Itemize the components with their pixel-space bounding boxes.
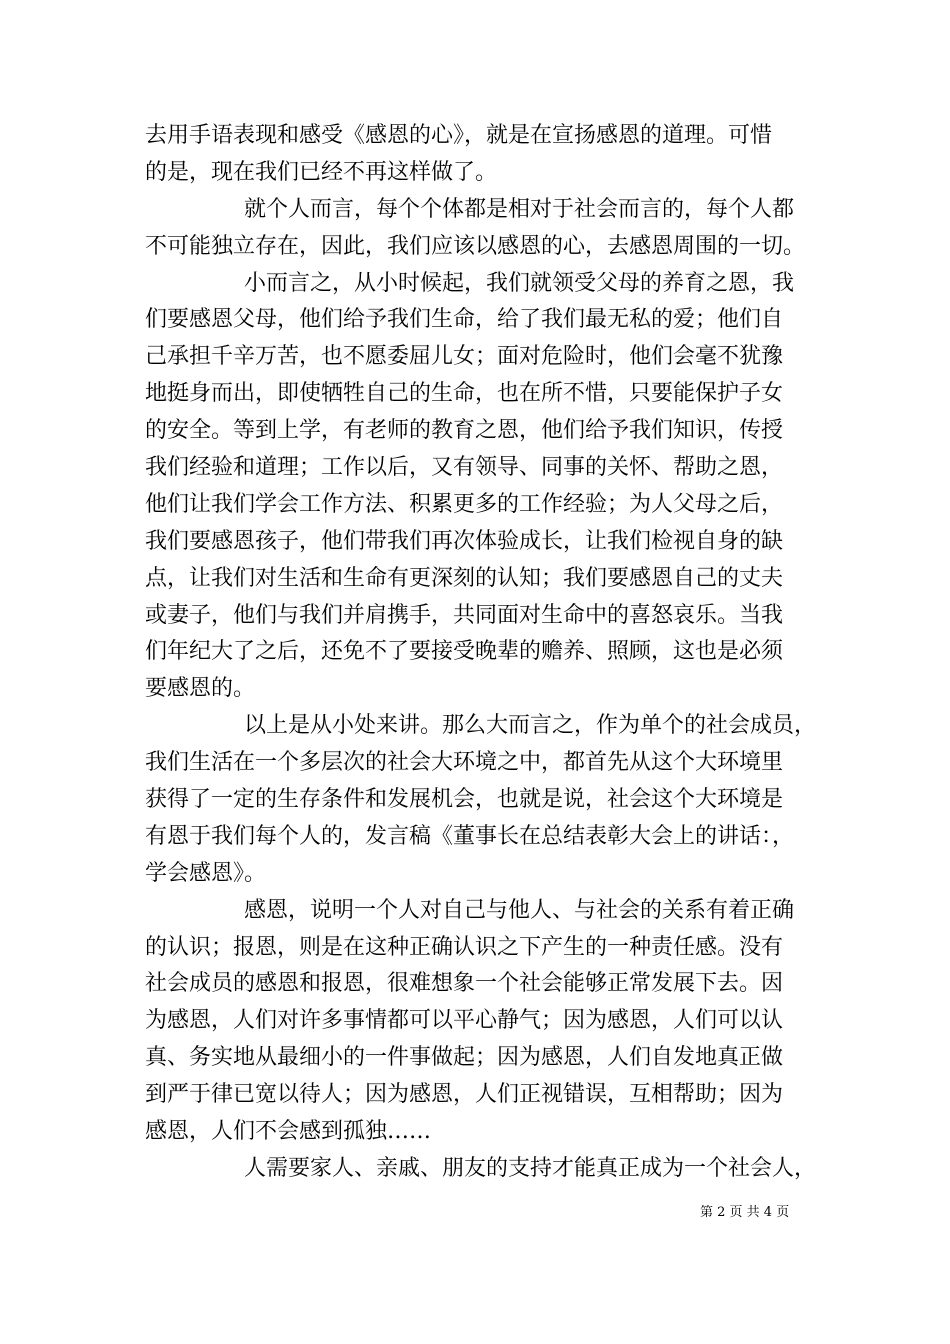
text-line: 的是，现在我们已经不再这样做了。 [145,159,498,185]
text-line: 为感恩，人们对许多事情都可以平心静气；因为感恩，人们可以认 [145,1008,784,1034]
text-line: 己承担千辛万苦，也不愿委屈儿女；面对危险时，他们会毫不犹豫 [145,344,784,370]
text-line: 点，让我们对生活和生命有更深刻的认知；我们要感恩自己的丈夫 [145,565,784,591]
text-line: 的认识；报恩，则是在这种正确认识之下产生的一种责任感。没有 [145,934,784,960]
text-line: 我们经验和道理；工作以后，又有领导、同事的关怀、帮助之恩， [145,455,784,481]
text-line: 去用手语表现和感受《感恩的心》，就是在宣扬感恩的道理。可惜 [145,123,773,148]
paragraph-first-line: 人需要家人、亲戚、朋友的支持才能真正成为一个社会人， [244,1155,817,1181]
text-line: 不可能独立存在，因此，我们应该以感恩的心，去感恩周围的一切。 [145,233,806,259]
text-line: 的安全。等到上学，有老师的教育之恩，他们给予我们知识，传授 [145,418,784,444]
text-line: 他们让我们学会工作方法、积累更多的工作经验；为人父母之后， [145,491,784,517]
text-line: 到严于律已宽以待人；因为感恩，人们正视错误，互相帮助；因为 [145,1082,784,1108]
page-number-footer: 第 2 页 共 4 页 [700,1205,790,1220]
text-line: 们要感恩父母，他们给予我们生命，给了我们最无私的爱；他们自 [145,307,784,333]
paragraph-first-line: 就个人而言，每个个体都是相对于社会而言的，每个人都 [244,196,795,222]
text-line: 们年纪大了之后，还免不了要接受晚辈的赡养、照顾，这也是必须 [145,639,784,665]
text-line: 我们要感恩孩子，他们带我们再次体验成长，让我们检视自身的缺 [145,528,784,554]
text-line: 要感恩的。 [145,676,256,702]
text-line: 我们生活在一个多层次的社会大环境之中，都首先从这个大环境里 [145,750,784,776]
paragraph-first-line: 以上是从小处来讲。那么大而言之，作为单个的社会成员， [244,713,817,739]
text-line: 真、务实地从最细小的一件事做起；因为感恩，人们自发地真正做 [145,1045,784,1071]
document-body [145,118,829,1188]
text-line: 社会成员的感恩和报恩，很难想象一个社会能够正常发展下去。因 [145,971,784,997]
text-line: 有恩于我们每个人的，发言稿《董事长在总结表彰大会上的讲话：， [145,823,795,849]
text-line: 获得了一定的生存条件和发展机会，也就是说，社会这个大环境是 [145,787,784,813]
paragraph-first-line: 感恩，说明一个人对自己与他人、与社会的关系有着正确 [244,897,795,923]
text-line: 地挺身而出，即使牺牲自己的生命，也在所不惜，只要能保护子女 [145,381,784,407]
paragraph-first-line: 小而言之，从小时候起，我们就领受父母的养育之恩，我 [244,270,795,296]
text-line: 学会感恩》。 [145,860,267,886]
text-line: 或妻子，他们与我们并肩携手，共同面对生命中的喜怒哀乐。当我 [145,602,784,628]
text-line: 感恩，人们不会感到孤独…… [145,1119,432,1145]
